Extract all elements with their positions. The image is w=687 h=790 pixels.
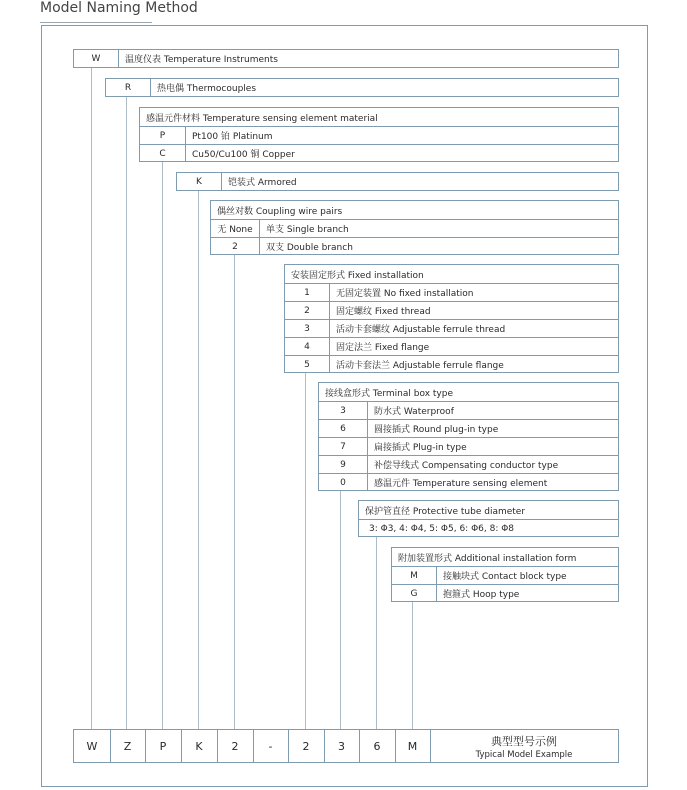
terminal-header: 接线盒形式 Terminal box type bbox=[325, 388, 453, 399]
terminal-option-code: 7 bbox=[340, 441, 346, 452]
example-code-7: 3 bbox=[338, 739, 345, 753]
example-label-zh: 典型型号示例 bbox=[491, 734, 557, 748]
additional-option-label: 接触块式 Contact block type bbox=[443, 572, 567, 582]
tube-value-row bbox=[359, 520, 618, 537]
terminal-option-row bbox=[319, 420, 618, 437]
sensing-option-row bbox=[140, 127, 618, 144]
pairs-option-code: 无 None bbox=[217, 225, 253, 235]
example-code-0: W bbox=[86, 739, 98, 753]
divider bbox=[436, 567, 437, 601]
sensing-option-code: P bbox=[159, 130, 166, 141]
install-option-label: 固定螺纹 Fixed thread bbox=[336, 307, 431, 317]
tube-header: 保护管直径 Protective tube diameter bbox=[365, 506, 526, 517]
sensing-material-box bbox=[139, 107, 619, 162]
install-option-label: 活动卡套法兰 Adjustable ferrule flange bbox=[336, 361, 504, 371]
example-code-6: 2 bbox=[302, 739, 310, 753]
level-w-code: W bbox=[91, 53, 101, 64]
sensing-option-row bbox=[140, 145, 618, 162]
example-code-4: 2 bbox=[231, 739, 239, 753]
connector-w bbox=[91, 68, 92, 729]
level-r-box bbox=[105, 78, 619, 97]
pairs-option-label: 双支 Double branch bbox=[266, 243, 353, 253]
connector-k bbox=[198, 190, 199, 729]
install-option-code: 5 bbox=[304, 359, 310, 370]
terminal-option-row bbox=[319, 438, 618, 455]
terminal-header-row bbox=[319, 383, 618, 401]
connector-additional bbox=[412, 602, 413, 729]
terminal-option-label: 防水式 Waterproof bbox=[374, 407, 454, 417]
terminal-option-label: 扁接插式 Plug-in type bbox=[374, 443, 467, 453]
installation-box bbox=[284, 264, 619, 373]
level-r-code: R bbox=[124, 82, 132, 93]
additional-option-code: G bbox=[410, 588, 418, 599]
connector-r bbox=[126, 97, 127, 729]
install-option-row bbox=[285, 284, 618, 301]
additional-option-row bbox=[392, 567, 618, 584]
pairs-option-label: 单支 Single branch bbox=[266, 225, 349, 235]
level-k-code: K bbox=[196, 176, 202, 187]
wire-pairs-box bbox=[210, 200, 619, 255]
install-option-label: 活动卡套螺纹 Adjustable ferrule thread bbox=[336, 325, 506, 335]
pairs-option-code: 2 bbox=[232, 241, 238, 252]
example-code-3: K bbox=[195, 739, 203, 753]
install-option-code: 2 bbox=[304, 305, 310, 316]
terminal-option-label: 圆接插式 Round plug-in type bbox=[374, 425, 499, 435]
additional-option-row bbox=[392, 585, 618, 602]
connector-tube bbox=[376, 536, 377, 729]
terminal-option-code: 3 bbox=[340, 405, 346, 416]
sensing-option-code: C bbox=[159, 148, 166, 159]
connector-install bbox=[305, 372, 306, 729]
terminal-option-code: 9 bbox=[340, 459, 346, 470]
example-code-1: Z bbox=[123, 739, 132, 753]
example-code-2: P bbox=[159, 739, 167, 753]
terminal-option-code: 6 bbox=[340, 423, 346, 434]
install-option-code: 4 bbox=[304, 341, 310, 352]
install-option-row bbox=[285, 320, 618, 337]
install-header-row bbox=[285, 265, 618, 283]
example-code-9: M bbox=[407, 739, 418, 753]
terminal-option-label: 感温元件 Temperature sensing element bbox=[374, 479, 548, 489]
level-r-label: 热电偶 Thermocouples bbox=[157, 84, 257, 94]
title-underline bbox=[40, 22, 152, 23]
terminal-option-row bbox=[319, 402, 618, 419]
install-option-code: 1 bbox=[304, 287, 310, 298]
example-box bbox=[73, 729, 619, 763]
tube-header-row bbox=[359, 501, 618, 519]
install-option-label: 无固定装置 No fixed installation bbox=[336, 289, 474, 299]
install-option-code: 3 bbox=[304, 323, 310, 334]
example-label bbox=[430, 730, 618, 762]
divider bbox=[259, 220, 260, 254]
level-k-label: 铠装式 Armored bbox=[228, 178, 297, 188]
additional-option-label: 抱箍式 Hoop type bbox=[443, 590, 520, 600]
additional-box bbox=[391, 547, 619, 602]
tube-value: 3: Φ3, 4: Φ4, 5: Φ5, 6: Φ6, 8: Φ8 bbox=[369, 523, 515, 534]
example-code-8: 6 bbox=[373, 739, 381, 753]
example-label-en: Typical Model Example bbox=[475, 749, 573, 760]
level-w-box bbox=[73, 49, 619, 68]
sensing-header-row bbox=[140, 108, 618, 126]
install-option-row bbox=[285, 338, 618, 355]
divider bbox=[185, 127, 186, 161]
additional-header-row bbox=[392, 548, 618, 566]
pairs-option-row bbox=[211, 220, 618, 237]
level-k-box bbox=[176, 172, 619, 191]
connector-pairs bbox=[234, 254, 235, 729]
level-w-label: 温度仪表 Temperature Instruments bbox=[125, 55, 278, 65]
terminal-option-label: 补偿导线式 Compensating conductor type bbox=[374, 461, 559, 471]
divider bbox=[367, 402, 368, 490]
example-code-5: - bbox=[268, 739, 273, 753]
pairs-header: 偶丝对数 Coupling wire pairs bbox=[217, 206, 343, 217]
additional-header: 附加装置形式 Additional installation form bbox=[398, 553, 577, 564]
terminal-option-code: 0 bbox=[340, 477, 346, 488]
terminal-option-row bbox=[319, 474, 618, 491]
connector-terminal bbox=[340, 490, 341, 729]
sensing-option-label: Pt100 铂 Platinum bbox=[192, 132, 273, 142]
tube-diameter-box bbox=[358, 500, 619, 537]
install-option-row bbox=[285, 302, 618, 319]
page-title: Model Naming Method bbox=[40, 0, 198, 16]
pairs-option-row bbox=[211, 238, 618, 255]
install-header: 安装固定形式 Fixed installation bbox=[291, 270, 424, 281]
terminal-box bbox=[318, 382, 619, 491]
install-option-row bbox=[285, 356, 618, 373]
terminal-option-row bbox=[319, 456, 618, 473]
pairs-header-row bbox=[211, 201, 618, 219]
connector-sensing bbox=[162, 161, 163, 729]
install-option-label: 固定法兰 Fixed flange bbox=[336, 343, 430, 353]
divider bbox=[329, 284, 330, 372]
sensing-option-label: Cu50/Cu100 铜 Copper bbox=[192, 150, 295, 160]
sensing-header: 感温元件材料 Temperature sensing element material bbox=[146, 113, 378, 124]
additional-option-code: M bbox=[410, 570, 418, 581]
